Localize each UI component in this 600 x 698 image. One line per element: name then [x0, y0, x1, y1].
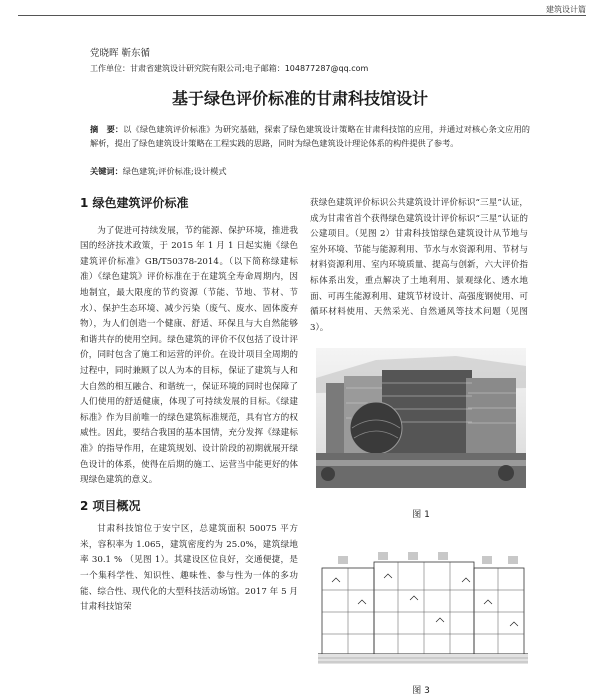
figure1-building-photo — [316, 348, 526, 488]
keywords-text: 绿色建筑;评价标准;设计模式 — [122, 166, 227, 176]
section1-heading: 1 绿色建筑评价标准 — [80, 196, 189, 210]
abstract — [90, 122, 530, 150]
right-column — [310, 196, 528, 336]
section2-paragraph: 甘肃科技馆位于安宁区，总建筑面积 50075 平方米，容积率为 1.065，建筑密度约为 25.0%，建筑绿地率 30.1 % （见图 1）。其建设区位良好，交通便捷，是一个集科学性、知识性、趣味性、参与性为一体的多功能、综合性、现代化的大型科技活动场馆。2017 年 5 月甘肃科技馆荣 — [80, 524, 298, 613]
section2-heading: 2 项目概况 — [80, 498, 141, 513]
figure1-caption: 图 1 — [412, 510, 430, 520]
figure3-section-drawing — [318, 542, 528, 670]
authors: 党晓晖 靳东循 — [90, 48, 151, 59]
affiliation: 工作单位：甘肃省建筑设计研究院有限公司;电子邮箱：104877287@qq.com — [90, 64, 369, 73]
running-head: 建筑设计篇 — [546, 5, 586, 14]
paper-title: 基于绿色评价标准的甘肃科技馆设计 — [171, 89, 428, 108]
keywords-label: 关键词： — [90, 166, 123, 176]
header-rule — [18, 15, 586, 16]
abstract-label: 摘 要： — [90, 124, 124, 134]
figure3-caption: 图 3 — [412, 686, 430, 696]
keywords — [90, 166, 227, 177]
right-paragraph: 获绿色建筑评价标识公共建筑设计评价标识“三星”认证，成为甘肃省首个获得绿色建筑设计评价标识“三星”认证的公建项目。（见图 2）甘肃科技馆绿色建筑设计从节地与室外环境、节能与能源利用、节水与水资源利用、节材与材料资源利用、室内环境质量、提高与创新，六大评价指标体系出发，重点解决了土地利用、景观绿化、透水地面、可再生能源利用、建筑节材设计、高强度钢使用、可循环材料使用、天然采光、自然通风等技术问题（见图 3）。 — [310, 198, 528, 333]
section1-paragraph: 为了促进可持续发展，节约能源、保护环境，推进我国的经济技术政策，于 2015 年 1 月 1 日起实施《绿色建筑评价标准》GB/T50378-2014。（以下简称绿建标准）《绿色建筑》评价标准在于在建筑全寿命周期内，因地制宜，最大限度的节约资源（节能、节地、节材、节水）、保护生态环境、减少污染（废气、废水、固体废弃物），为人们创造一个健康、舒适、环保且与大自然能够和谐共存的使用空间。绿色建筑的评价不仅包括了设计评价，同时包含了施工和运营的评价。在设计项目全周期的过程中，同时兼顾了以人为本的目标，保证了建筑与人和大自然的相互融合、和谐统一，保证环境的同时也保障了人们使用的舒适健康，体现了可持续发展的目标。《绿建标准》作为目前唯一的绿色建筑标准规范，具有官方的权威性。因此，要结合我国的基本国情，充分发挥《绿建标准》的指导作用，在建筑规划、设计阶段的初期就展开绿色设计的体系，使得在后期的施工、运营当中能更好的体现绿色建筑的意义。 — [80, 225, 298, 486]
left-column — [80, 196, 298, 616]
abstract-text: 以《绿色建筑评价标准》为研究基础，探索了绿色建筑设计策略在甘肃科技馆的应用，并通过对核心条文应用的解析，提出了绿色建筑设计策略在工程实践的思路，同时为绿色建筑设计理论体系的构件提供了参考。 — [90, 124, 530, 148]
